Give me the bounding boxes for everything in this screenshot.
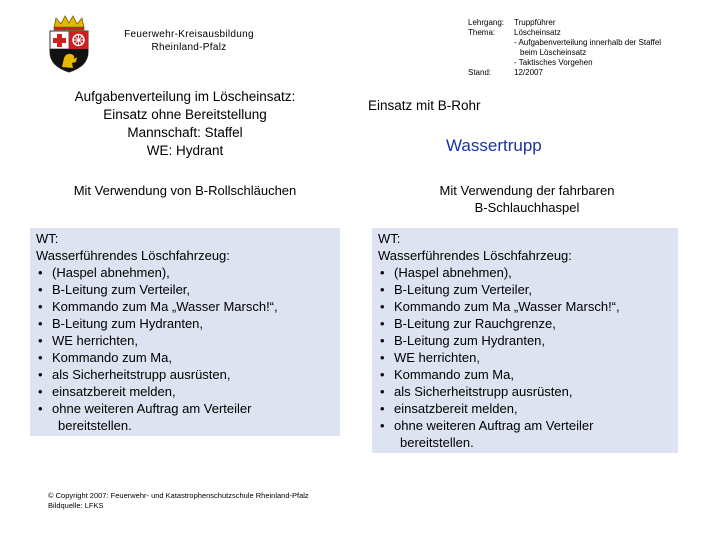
image-source-text: Bildquelle: LFKS (48, 501, 104, 510)
lehrgang-label: Lehrgang: (468, 18, 505, 27)
list-item: • ohne weiteren Auftrag am Verteiler (378, 417, 672, 434)
topic-block (40, 88, 330, 160)
copyright-text: © Copyright 2007: Feuerwehr- und Katastrophenschutzschule Rheinland-Pfalz (48, 491, 309, 500)
list-item: • Kommando zum Ma „Wasser Marsch!“, (36, 298, 334, 315)
right-box-title-2: Wasserführendes Löschfahrzeug: (378, 248, 572, 263)
left-box-title-1: WT: (36, 231, 59, 246)
trupp-title: Wassertrupp (446, 136, 542, 155)
right-subtitle (372, 182, 682, 216)
list-item: • einsatzbereit melden, (36, 383, 334, 400)
thema-label: Thema: (468, 28, 496, 37)
right-subtitle-line-2: B-Schlauchhaspel (474, 200, 580, 215)
list-item-continuation: bereitstellen. (400, 435, 474, 450)
crown-icon (54, 16, 84, 30)
thema-sub-3: - Taktisches Vorgehen (514, 58, 593, 67)
stand-label: Stand: (468, 68, 492, 77)
topic-line-2: Einsatz ohne Bereitstellung (103, 107, 267, 122)
list-item: • Kommando zum Ma, (36, 349, 334, 366)
list-item: • B-Leitung zum Verteiler, (378, 281, 672, 298)
right-task-list (378, 264, 672, 451)
rheinland-pfalz-coat-of-arms-icon (44, 14, 94, 74)
thema-sub-1: - Aufgabenverteilung innerhalb der Staffel (514, 38, 662, 47)
list-item: • als Sicherheitstrupp ausrüsten, (36, 366, 334, 383)
left-box-title-2: Wasserführendes Löschfahrzeug: (36, 248, 230, 263)
einsatz-heading: Einsatz mit B-Rohr (368, 98, 481, 113)
list-item: • B-Leitung zur Rauchgrenze, (378, 315, 672, 332)
list-item: • Kommando zum Ma, (378, 366, 672, 383)
list-item: • WE herrichten, (36, 332, 334, 349)
stand-value: 12/2007 (514, 68, 543, 77)
left-task-box (30, 228, 340, 436)
list-item: • B-Leitung zum Hydranten, (36, 315, 334, 332)
list-item: • einsatzbereit melden, (378, 400, 672, 417)
right-subtitle-line-1: Mit Verwendung der fahrbaren (439, 183, 615, 198)
right-task-box (372, 228, 678, 453)
list-item: • B-Leitung zum Verteiler, (36, 281, 334, 298)
list-item: • WE herrichten, (378, 349, 672, 366)
list-item-continuation: bereitstellen. (58, 418, 132, 433)
list-item: • B-Leitung zum Hydranten, (378, 332, 672, 349)
list-item: • (Haspel abnehmen), (36, 264, 334, 281)
lehrgang-value: Truppführer (514, 18, 556, 27)
left-subtitle: Mit Verwendung von B-Rollschläuchen (73, 183, 297, 198)
org-line-1: Feuerwehr-Kreisausbildung (124, 29, 254, 40)
topic-line-1: Aufgabenverteilung im Löscheinsatz: (74, 89, 296, 104)
thema-value: Löscheinsatz (514, 28, 561, 37)
thema-sub-2: beim Löscheinsatz (520, 48, 587, 57)
list-item: • Kommando zum Ma „Wasser Marsch!“, (378, 298, 672, 315)
footer (48, 491, 309, 511)
course-meta (468, 18, 708, 78)
list-item: • (Haspel abnehmen), (378, 264, 672, 281)
topic-line-3: Mannschaft: Staffel (127, 125, 243, 140)
list-item: • ohne weiteren Auftrag am Verteiler (36, 400, 334, 417)
right-box-title-1: WT: (378, 231, 401, 246)
list-item: • als Sicherheitstrupp ausrüsten, (378, 383, 672, 400)
organization-name (104, 28, 274, 54)
topic-line-4: WE: Hydrant (146, 143, 224, 158)
org-line-2: Rheinland-Pfalz (151, 42, 227, 53)
left-task-list (36, 264, 334, 434)
